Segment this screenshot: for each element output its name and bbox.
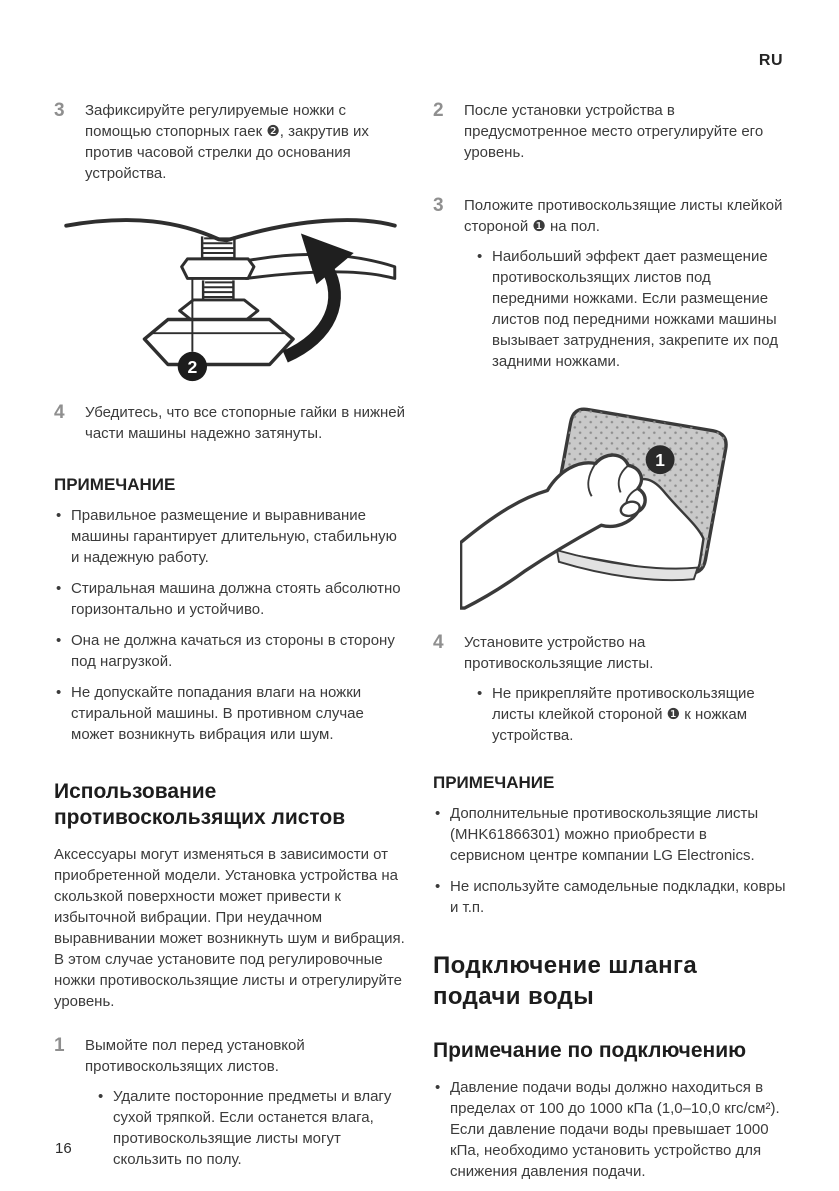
figure-anti-slip-sheet [433, 398, 786, 610]
note-bullet-list [54, 505, 407, 745]
step-bullet: • Удалите посторонние предметы и влагу сухой тряпкой. Если останется влага, противоскользящие листы могут скользить по полу. [96, 1086, 407, 1170]
step-3-place-sheets [433, 195, 786, 372]
step-number: 4 [54, 402, 65, 423]
step-number: 2 [433, 100, 444, 121]
note-bullet: • Не используйте самодельные подкладки, ковры и т.п. [433, 876, 786, 918]
note-bullet: • Не допускайте попадания влаги на ножки стиральной машины. В противном случае может возникнуть вибрация или шум. [54, 682, 407, 745]
step-text: Положите противоскользящие листы клейкой стороной ❶ на пол. [464, 197, 783, 235]
note-block-right [433, 772, 786, 918]
figure-lock-nut [54, 210, 407, 386]
page-number: 16 [55, 1140, 72, 1157]
step-bullet-list [464, 683, 786, 746]
step-text: Зафиксируйте регулируемые ножки с помощью стопорных гаек ❷, закрутив их против часовой стрелки до основания устройства. [85, 102, 369, 182]
step-text: Вымойте пол перед установкой противоскользящих листов. [85, 1037, 305, 1075]
step-bullet: • Не прикрепляйте противоскользящие листы клейкой стороной ❶ к ножкам устройства. [475, 683, 786, 746]
step-number: 1 [54, 1035, 65, 1056]
connection-note-bullet-list [433, 1077, 786, 1182]
step-bullet: • Наибольший эффект дает размещение противоскользящих листов под передними ножками. Если размещение листов под передними ножками машины вызывает затруднения, закрепите их под задними ножками. [475, 246, 786, 372]
note-heading: ПРИМЕЧАНИЕ [433, 773, 555, 792]
subsection-heading-connection-note: Примечание по подключению [433, 1039, 747, 1062]
foot-base [144, 320, 293, 365]
note-heading: ПРИМЕЧАНИЕ [54, 475, 176, 494]
step-2-level-device [433, 100, 786, 163]
step-4-install-device [433, 632, 786, 746]
language-code: RU [758, 52, 783, 69]
note-block-left [54, 474, 407, 745]
step-text: Убедитесь, что все стопорные гайки в нижней части машины надежно затянуты. [85, 404, 406, 442]
step-text: Установите устройство на противоскользящие листы. [464, 634, 654, 672]
step-4-check-nuts [54, 402, 407, 444]
step-bullet-list [464, 246, 786, 372]
connection-note-bullet: • Давление подачи воды должно находиться в пределах от 100 до 1000 кПа (1,0–10,0 кгс/см²). Если давление подачи воды превышает 1000 кПа, необходимо установить устройство для снижения давления подачи. [433, 1077, 786, 1182]
rotation-arrow-shaft [285, 267, 334, 357]
two-column-layout [54, 100, 785, 1191]
step-1-wash-floor [54, 1035, 407, 1170]
note-bullet: • Она не должна качаться из стороны в сторону под нагрузкой. [54, 630, 407, 672]
right-column [433, 100, 786, 1191]
left-column [54, 100, 407, 1191]
lock-nut [182, 259, 254, 279]
anti-slip-sheet-illustration [460, 398, 760, 610]
step-number: 3 [433, 195, 444, 216]
note-bullet-list [433, 803, 786, 918]
step-number: 3 [54, 100, 65, 121]
note-bullet: • Дополнительные противоскользящие листы (MHK61866301) можно приобрести в сервисном центре компании LG Electronics. [433, 803, 786, 866]
section-intro-paragraph: Аксессуары могут изменяться в зависимости от приобретенной модели. Установка устройства на скользкой поверхности может привести к избыточной вибрации. При неудачном выравнивании может возникнуть шум и вибрация. В этом случае установите под регулировочные ножки противоскользящие листы и отрегулируйте уровень. [54, 846, 405, 1010]
step-number: 4 [433, 632, 444, 653]
section-heading-water-hose: Подключение шланга подачи воды [433, 952, 698, 1010]
section-heading-anti-slip: Использование противоскользящих листов [54, 780, 346, 829]
step-3-lock-nuts [54, 100, 407, 184]
callout-badge-2-number: 2 [187, 356, 198, 377]
step-text: После установки устройства в предусмотренное место отрегулируйте его уровень. [464, 102, 764, 161]
bolt-thread-lower [203, 280, 233, 300]
lock-nut-illustration [63, 210, 398, 386]
step-bullet-list [85, 1086, 407, 1170]
callout-badge-1-number: 1 [654, 449, 665, 470]
note-bullet: • Стиральная машина должна стоять абсолютно горизонтально и устойчиво. [54, 578, 407, 620]
machine-base-line [66, 220, 395, 240]
note-bullet: • Правильное размещение и выравнивание машины гарантирует длительную, стабильную и надежную работу. [54, 505, 407, 568]
